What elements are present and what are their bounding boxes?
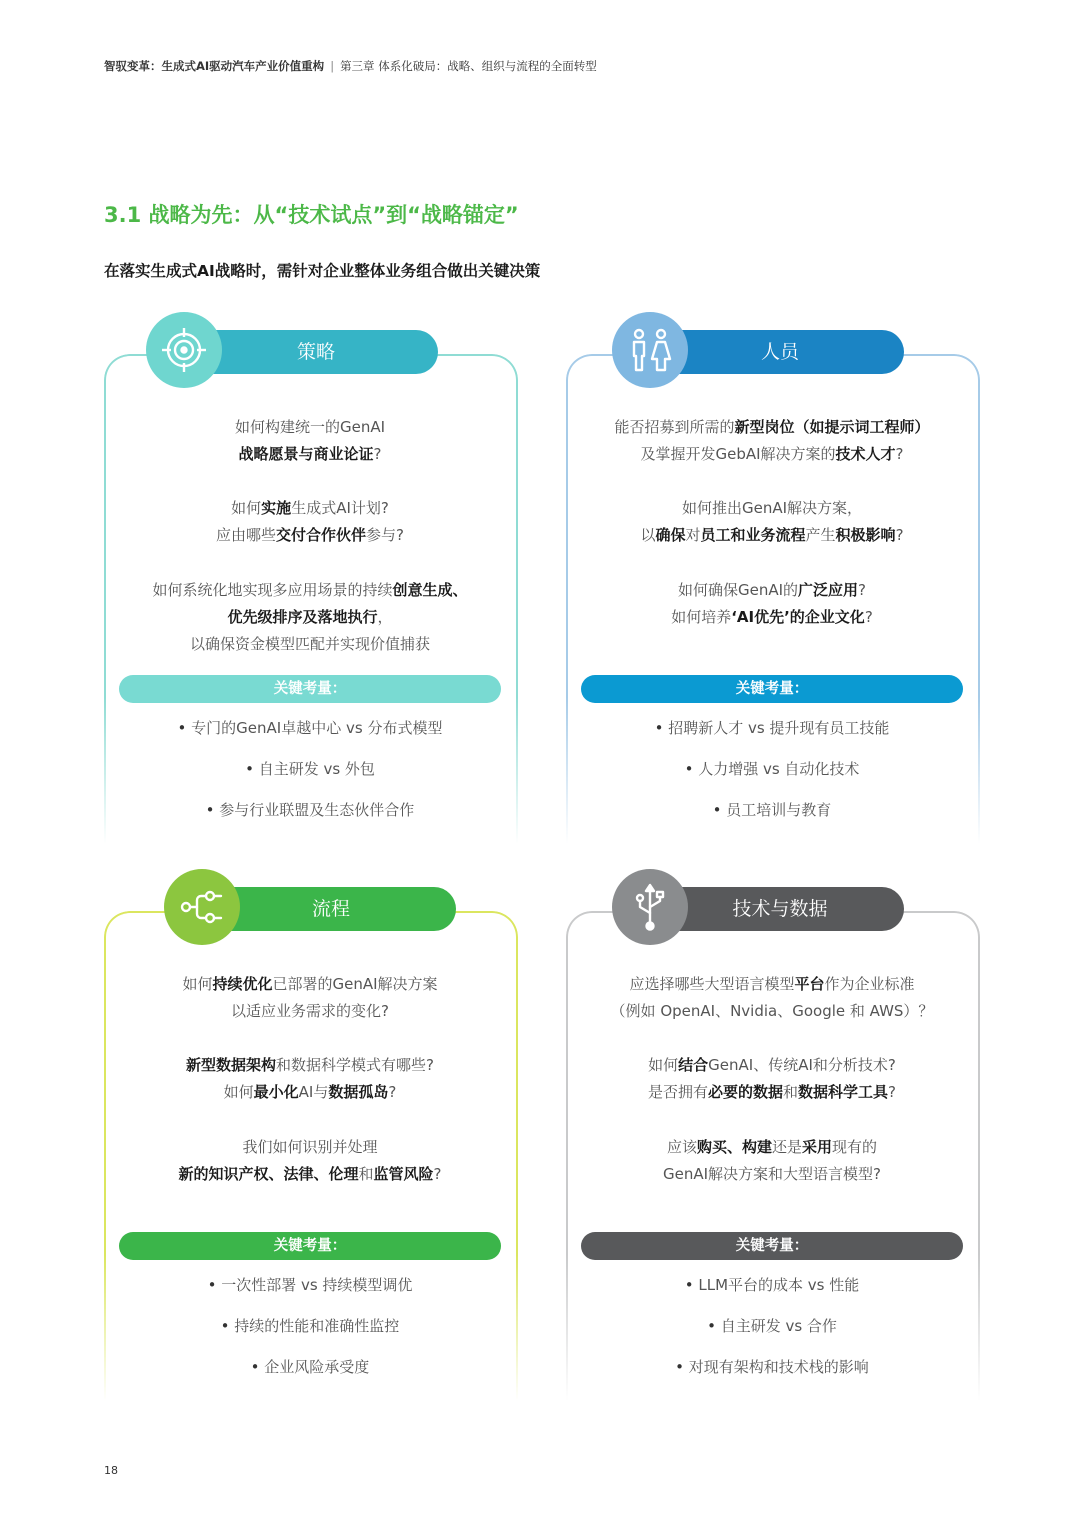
question-line bbox=[104, 1052, 516, 1079]
question-text: 对 bbox=[685, 526, 701, 544]
question-group-3 bbox=[566, 577, 978, 631]
question-line bbox=[566, 971, 978, 998]
question-group-3 bbox=[104, 577, 516, 658]
key-item: • 人力增强 vs 自动化技术 bbox=[566, 759, 978, 779]
question-text: ? bbox=[373, 445, 382, 463]
panel-tech-data bbox=[566, 869, 978, 1389]
emphasis-text: 新型岗位（如提示词工程师） bbox=[734, 418, 930, 436]
panel-title: 技术与数据 bbox=[732, 898, 828, 920]
question-line bbox=[566, 998, 978, 1025]
emphasis-text: 创意生成、 bbox=[392, 581, 468, 599]
question-text: 是否拥有 bbox=[647, 1083, 708, 1101]
emphasis-text: 新的知识产权、法律、伦理 bbox=[178, 1165, 359, 1183]
key-considerations-label: 关键考量： bbox=[119, 1232, 501, 1260]
key-item: • 自主研发 vs 外包 bbox=[104, 759, 516, 779]
question-line bbox=[104, 604, 516, 631]
question-group-1 bbox=[566, 414, 978, 468]
question-text: （例如 OpenAI、Nvidia、Google 和 AWS）？ bbox=[610, 1002, 934, 1020]
question-text: 如何培养 bbox=[671, 608, 732, 626]
question-text: 如何确保GenAI的 bbox=[677, 581, 799, 599]
question-line bbox=[566, 414, 978, 441]
question-text: 应选择哪些大型语言模型 bbox=[629, 975, 795, 993]
question-text: 和数据科学模式有哪些? bbox=[276, 1056, 434, 1074]
emphasis-text: 持续优化 bbox=[212, 975, 273, 993]
emphasis-text: 技术人才 bbox=[835, 445, 896, 463]
question-text: ? bbox=[895, 526, 904, 544]
question-text: GenAI解决方案和大型语言模型? bbox=[662, 1165, 881, 1183]
question-text: ， bbox=[377, 608, 393, 626]
people-icon bbox=[612, 312, 688, 388]
question-text: ? bbox=[858, 581, 867, 599]
question-text: 已部署的GenAI解决方案 bbox=[272, 975, 438, 993]
question-text: 参与? bbox=[366, 526, 404, 544]
question-group-2 bbox=[104, 495, 516, 549]
question-line bbox=[104, 577, 516, 604]
question-line bbox=[566, 495, 978, 522]
emphasis-text: 数据科学工具 bbox=[798, 1083, 889, 1101]
question-line bbox=[104, 971, 516, 998]
emphasis-text: 平台 bbox=[794, 975, 825, 993]
header-separator: | bbox=[330, 59, 335, 73]
question-text: 如何 bbox=[223, 1083, 254, 1101]
question-line bbox=[566, 522, 978, 549]
target-icon bbox=[146, 312, 222, 388]
question-text: 我们如何识别并处理 bbox=[242, 1138, 378, 1156]
emphasis-text: 积极影响 bbox=[835, 526, 896, 544]
emphasis-text: 实施 bbox=[261, 499, 292, 517]
panel-process bbox=[104, 869, 516, 1389]
emphasis-text: 广泛应用 bbox=[798, 581, 859, 599]
key-considerations-label: 关键考量： bbox=[581, 1232, 963, 1260]
page-number: 18 bbox=[104, 1464, 118, 1477]
panel-title: 策略 bbox=[296, 341, 335, 363]
question-text: 产生 bbox=[805, 526, 836, 544]
key-item: • 自主研发 vs 合作 bbox=[566, 1316, 978, 1336]
question-group-2 bbox=[566, 495, 978, 549]
question-text: 如何推出GenAI解决方案， bbox=[681, 499, 863, 517]
question-text: 如何 bbox=[182, 975, 213, 993]
emphasis-text: 数据孤岛 bbox=[328, 1083, 389, 1101]
question-text: 应由哪些 bbox=[216, 526, 277, 544]
question-line bbox=[104, 631, 516, 658]
question-group-3 bbox=[566, 1134, 978, 1188]
emphasis-text: 采用 bbox=[802, 1138, 833, 1156]
question-text: 应该 bbox=[666, 1138, 697, 1156]
question-group-1 bbox=[104, 971, 516, 1025]
emphasis-text: ‘AI优先’的企业文化 bbox=[731, 608, 865, 626]
question-text: 如何系统化地实现多应用场景的持续 bbox=[152, 581, 393, 599]
key-item: • 企业风险承受度 bbox=[104, 1357, 516, 1377]
emphasis-text: 必要的数据 bbox=[708, 1083, 784, 1101]
question-line bbox=[104, 998, 516, 1025]
question-text: 如何 bbox=[648, 1056, 679, 1074]
question-text: 生成式AI计划? bbox=[291, 499, 389, 517]
question-group-1 bbox=[566, 971, 978, 1025]
key-item: • 员工培训与教育 bbox=[566, 800, 978, 820]
emphasis-text: 新型数据架构 bbox=[186, 1056, 277, 1074]
key-item: • 专门的GenAI卓越中心 vs 分布式模型 bbox=[104, 718, 516, 738]
question-text: ? bbox=[888, 1083, 897, 1101]
key-item: • LLM平台的成本 vs 性能 bbox=[566, 1275, 978, 1295]
usb-icon bbox=[612, 869, 688, 945]
question-line bbox=[566, 1134, 978, 1161]
emphasis-text: 监管风险 bbox=[373, 1165, 434, 1183]
question-text: 和 bbox=[783, 1083, 799, 1101]
question-line bbox=[566, 1052, 978, 1079]
question-line bbox=[104, 1161, 516, 1188]
question-text: 及掌握开发GebAI解决方案的 bbox=[640, 445, 836, 463]
question-text: 和 bbox=[358, 1165, 374, 1183]
question-line bbox=[104, 522, 516, 549]
emphasis-text: 确保 bbox=[655, 526, 686, 544]
question-line bbox=[104, 441, 516, 468]
question-text: ? bbox=[895, 445, 904, 463]
question-text: 如何 bbox=[231, 499, 262, 517]
section-subtitle: 在落实生成式AI战略时，需针对企业整体业务组合做出关键决策 bbox=[104, 262, 541, 280]
question-line bbox=[566, 1079, 978, 1106]
key-item: • 一次性部署 vs 持续模型调优 bbox=[104, 1275, 516, 1295]
emphasis-text: 战略愿景与商业论证 bbox=[238, 445, 374, 463]
key-item: • 对现有架构和技术栈的影响 bbox=[566, 1357, 978, 1377]
question-text: 能否招募到所需的 bbox=[614, 418, 735, 436]
emphasis-text: 交付合作伙伴 bbox=[276, 526, 367, 544]
key-item: • 持续的性能和准确性监控 bbox=[104, 1316, 516, 1336]
question-line bbox=[104, 1134, 516, 1161]
doc-title: 智驭变革：生成式AI驱动汽车产业价值重构 bbox=[104, 59, 325, 73]
question-text: 作为企业标准 bbox=[824, 975, 915, 993]
question-line bbox=[566, 1161, 978, 1188]
panel-people bbox=[566, 312, 978, 832]
question-text: ? bbox=[864, 608, 873, 626]
question-text: 还是 bbox=[771, 1138, 802, 1156]
question-text: 以确保资金模型匹配并实现价值捕获 bbox=[189, 635, 430, 653]
question-text: 现有的 bbox=[832, 1138, 878, 1156]
process-flow-icon bbox=[164, 869, 240, 945]
question-text: ? bbox=[388, 1083, 397, 1101]
emphasis-text: 购买、构建 bbox=[696, 1138, 772, 1156]
running-header bbox=[104, 58, 597, 74]
question-text: ? bbox=[433, 1165, 442, 1183]
question-group-3 bbox=[104, 1134, 516, 1188]
question-line bbox=[566, 577, 978, 604]
section-title: 3.1 战略为先：从“技术试点”到“战略锚定” bbox=[104, 203, 519, 227]
emphasis-text: 结合 bbox=[678, 1056, 709, 1074]
question-line bbox=[104, 495, 516, 522]
panel-title: 人员 bbox=[760, 341, 799, 363]
key-considerations-label: 关键考量： bbox=[581, 675, 963, 703]
question-line bbox=[104, 1079, 516, 1106]
question-text: 以 bbox=[640, 526, 656, 544]
question-text: AI与 bbox=[298, 1083, 329, 1101]
panel-strategy bbox=[104, 312, 516, 832]
key-considerations-label: 关键考量： bbox=[119, 675, 501, 703]
chapter-title: 第三章 体系化破局：战略、组织与流程的全面转型 bbox=[340, 59, 597, 73]
question-group-1 bbox=[104, 414, 516, 468]
question-text: 以适应业务需求的变化? bbox=[231, 1002, 389, 1020]
question-text: GenAI、传统AI和分析技术? bbox=[708, 1056, 896, 1074]
emphasis-text: 最小化 bbox=[253, 1083, 299, 1101]
question-line bbox=[104, 414, 516, 441]
emphasis-text: 优先级排序及落地执行 bbox=[227, 608, 378, 626]
question-group-2 bbox=[104, 1052, 516, 1106]
question-group-2 bbox=[566, 1052, 978, 1106]
question-line bbox=[566, 604, 978, 631]
question-text: 如何构建统一的GenAI bbox=[234, 418, 386, 436]
emphasis-text: 员工和业务流程 bbox=[700, 526, 806, 544]
key-item: • 招聘新人才 vs 提升现有员工技能 bbox=[566, 718, 978, 738]
question-line bbox=[566, 441, 978, 468]
panel-title: 流程 bbox=[311, 898, 350, 920]
key-item: • 参与行业联盟及生态伙伴合作 bbox=[104, 800, 516, 820]
